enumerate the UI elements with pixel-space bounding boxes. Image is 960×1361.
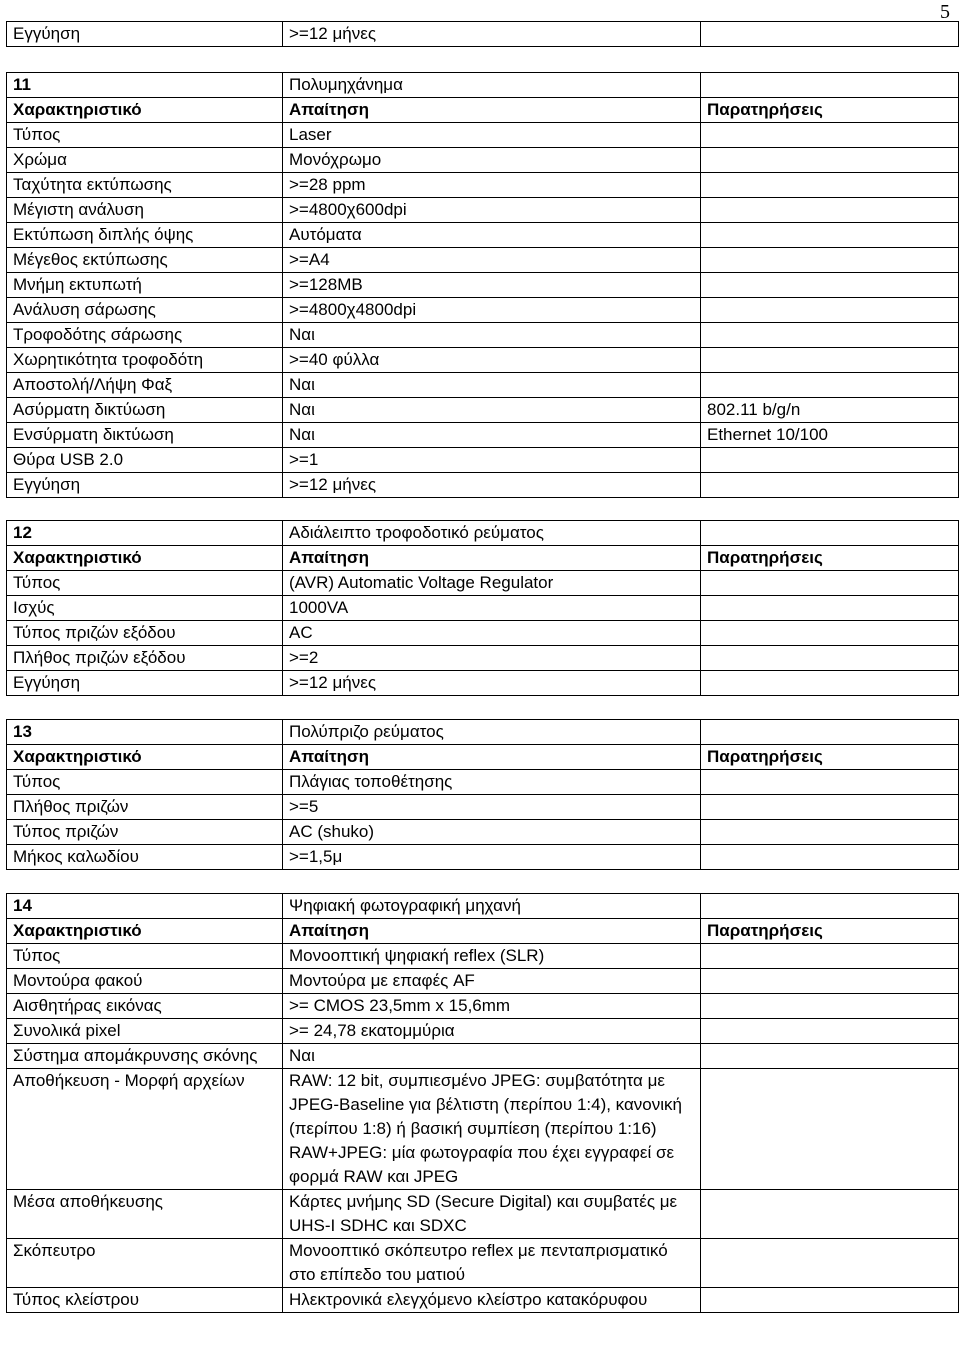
remarks-cell: [701, 448, 959, 473]
table-row: [7, 1288, 959, 1313]
requirement-cell: Ηλεκτρονικά ελεγχόμενο κλείστρο κατακόρυφου: [283, 1288, 701, 1313]
table-title-empty: [701, 894, 959, 919]
remarks-cell: [701, 148, 959, 173]
table-row: [7, 770, 959, 795]
remarks-cell: [701, 795, 959, 820]
remarks-cell: [701, 969, 959, 994]
table-title-empty: [701, 73, 959, 98]
feature-cell: Εγγύηση: [7, 22, 283, 47]
header-feature: Χαρακτηριστικό: [7, 919, 283, 944]
spec-table-13: [6, 719, 959, 870]
feature-cell: Μοντούρα φακού: [7, 969, 283, 994]
feature-cell: Εκτύπωση διπλής όψης: [7, 223, 283, 248]
feature-cell: Μνήμη εκτυπωτή: [7, 273, 283, 298]
feature-cell: Χωρητικότητα τροφοδότη: [7, 348, 283, 373]
requirement-cell: >=A4: [283, 248, 701, 273]
requirement-cell: >=1,5μ: [283, 845, 701, 870]
remarks-cell: [701, 323, 959, 348]
header-requirement: Απαίτηση: [283, 745, 701, 770]
feature-cell: Εγγύηση: [7, 473, 283, 498]
remarks-cell: [701, 198, 959, 223]
requirement-cell: >=128MB: [283, 273, 701, 298]
remarks-cell: [701, 348, 959, 373]
spec-table-continued: [6, 21, 959, 47]
table-row: [7, 173, 959, 198]
feature-cell: Μέγεθος εκτύπωσης: [7, 248, 283, 273]
requirement-cell: >=12 μήνες: [283, 671, 701, 696]
table-row: [7, 845, 959, 870]
remarks-cell: [701, 646, 959, 671]
feature-cell: Τύπος πριζών: [7, 820, 283, 845]
feature-cell: Τροφοδότης σάρωσης: [7, 323, 283, 348]
table-number-row: [7, 73, 959, 98]
requirement-cell: >=5: [283, 795, 701, 820]
table-row: [7, 198, 959, 223]
requirement-cell: >=1: [283, 448, 701, 473]
remarks-cell: [701, 22, 959, 47]
table-row: [7, 646, 959, 671]
table-row: [7, 148, 959, 173]
table-title-empty: [701, 521, 959, 546]
spec-table-12: [6, 520, 959, 696]
requirement-cell: >=4800χ600dpi: [283, 198, 701, 223]
feature-cell: Τύπος: [7, 123, 283, 148]
spec-table-14: [6, 893, 959, 1313]
feature-cell: Χρώμα: [7, 148, 283, 173]
header-feature: Χαρακτηριστικό: [7, 745, 283, 770]
feature-cell: Ασύρματη δικτύωση: [7, 398, 283, 423]
requirement-cell: >= CMOS 23,5mm x 15,6mm: [283, 994, 701, 1019]
table-number: 13: [7, 720, 283, 745]
remarks-cell: [701, 298, 959, 323]
table-title: Πολυμηχάνημα: [283, 73, 701, 98]
feature-cell: Σύστημα απομάκρυνσης σκόνης: [7, 1044, 283, 1069]
feature-cell: Μήκος καλωδίου: [7, 845, 283, 870]
feature-cell: Τύπος πριζών εξόδου: [7, 621, 283, 646]
table-title: Πολύπριζο ρεύματος: [283, 720, 701, 745]
table-row: [7, 994, 959, 1019]
remarks-cell: [701, 1288, 959, 1313]
table-title: Ψηφιακή φωτογραφική μηχανή: [283, 894, 701, 919]
table-row: [7, 596, 959, 621]
feature-cell: Αποστολή/Λήψη Φαξ: [7, 373, 283, 398]
remarks-cell: [701, 845, 959, 870]
header-remarks: Παρατηρήσεις: [701, 745, 959, 770]
feature-cell: Τύπος: [7, 944, 283, 969]
table-title-empty: [701, 720, 959, 745]
table-number-row: [7, 720, 959, 745]
requirement-cell: >= 24,78 εκατομμύρια: [283, 1019, 701, 1044]
remarks-cell: [701, 671, 959, 696]
feature-cell: Σκόπευτρο: [7, 1239, 283, 1288]
table-row: [7, 571, 959, 596]
table-row: [7, 944, 959, 969]
table-row: [7, 248, 959, 273]
remarks-cell: [701, 571, 959, 596]
remarks-cell: [701, 1044, 959, 1069]
table-number: 12: [7, 521, 283, 546]
feature-cell: Μέγιστη ανάλυση: [7, 198, 283, 223]
remarks-cell: [701, 273, 959, 298]
remarks-cell: [701, 373, 959, 398]
requirement-cell: >=40 φύλλα: [283, 348, 701, 373]
table-row: [7, 1069, 959, 1190]
requirement-cell: >=12 μήνες: [283, 22, 701, 47]
feature-cell: Τύπος: [7, 571, 283, 596]
feature-cell: Αισθητήρας εικόνας: [7, 994, 283, 1019]
table-row: [7, 22, 959, 47]
remarks-cell: [701, 223, 959, 248]
requirement-cell: Αυτόματα: [283, 223, 701, 248]
remarks-cell: Ethernet 10/100: [701, 423, 959, 448]
table-row: [7, 820, 959, 845]
requirement-cell: Ναι: [283, 423, 701, 448]
table-row: [7, 298, 959, 323]
remarks-cell: [701, 621, 959, 646]
remarks-cell: [701, 944, 959, 969]
requirement-cell: Μονοοπτική ψηφιακή reflex (SLR): [283, 944, 701, 969]
remarks-cell: [701, 473, 959, 498]
table-title: Αδιάλειπτο τροφοδοτικό ρεύματος: [283, 521, 701, 546]
requirement-cell: Ναι: [283, 398, 701, 423]
feature-cell: Αποθήκευση - Μορφή αρχείων: [7, 1069, 283, 1190]
table-row: [7, 969, 959, 994]
remarks-cell: [701, 1239, 959, 1288]
table-row: [7, 795, 959, 820]
table-row: [7, 398, 959, 423]
feature-cell: Ταχύτητα εκτύπωσης: [7, 173, 283, 198]
requirement-cell: Laser: [283, 123, 701, 148]
table-row: [7, 1044, 959, 1069]
table-row: [7, 348, 959, 373]
remarks-cell: [701, 1019, 959, 1044]
requirement-cell: >=28 ppm: [283, 173, 701, 198]
requirement-cell: Ναι: [283, 373, 701, 398]
requirement-cell: Μονοοπτικό σκόπευτρο reflex με πενταπρισματικό στο επίπεδο του ματιού: [283, 1239, 701, 1288]
header-requirement: Απαίτηση: [283, 546, 701, 571]
requirement-cell: 1000VA: [283, 596, 701, 621]
table-row: [7, 423, 959, 448]
remarks-cell: [701, 1190, 959, 1239]
header-remarks: Παρατηρήσεις: [701, 546, 959, 571]
table-row: [7, 373, 959, 398]
table-row: [7, 448, 959, 473]
requirement-cell: RAW: 12 bit, συμπιεσμένο JPEG: συμβατότητα με JPEG-Baseline για βέλτιστη (περίπου 1:4), κανονική (περίπου 1:8) ή βασική συμπίεση (περίπου 1:16) RAW+JPEG: μία φωτογραφία που έχει εγγραφεί σε φορμά RAW και JPEG: [283, 1069, 701, 1190]
table-row: [7, 123, 959, 148]
table-number: 11: [7, 73, 283, 98]
table-row: [7, 1019, 959, 1044]
requirement-cell: (AVR) Automatic Voltage Regulator: [283, 571, 701, 596]
header-feature: Χαρακτηριστικό: [7, 98, 283, 123]
requirement-cell: >=4800χ4800dpi: [283, 298, 701, 323]
remarks-cell: [701, 1069, 959, 1190]
table-row: [7, 323, 959, 348]
remarks-cell: 802.11 b/g/n: [701, 398, 959, 423]
feature-cell: Τύπος: [7, 770, 283, 795]
feature-cell: Τύπος κλείστρου: [7, 1288, 283, 1313]
table-header-row: [7, 745, 959, 770]
feature-cell: Συνολικά pixel: [7, 1019, 283, 1044]
requirement-cell: Μοντούρα με επαφές AF: [283, 969, 701, 994]
remarks-cell: [701, 770, 959, 795]
table-header-row: [7, 98, 959, 123]
feature-cell: Εγγύηση: [7, 671, 283, 696]
header-feature: Χαρακτηριστικό: [7, 546, 283, 571]
requirement-cell: Πλάγιας τοποθέτησης: [283, 770, 701, 795]
table-row: [7, 1239, 959, 1288]
feature-cell: Πλήθος πριζών: [7, 795, 283, 820]
table-row: [7, 473, 959, 498]
table-row: [7, 273, 959, 298]
feature-cell: Μέσα αποθήκευσης: [7, 1190, 283, 1239]
remarks-cell: [701, 123, 959, 148]
spec-table-11: [6, 72, 959, 498]
table-header-row: [7, 919, 959, 944]
header-requirement: Απαίτηση: [283, 98, 701, 123]
feature-cell: Ανάλυση σάρωσης: [7, 298, 283, 323]
table-number-row: [7, 894, 959, 919]
header-requirement: Απαίτηση: [283, 919, 701, 944]
remarks-cell: [701, 248, 959, 273]
table-header-row: [7, 546, 959, 571]
requirement-cell: Ναι: [283, 1044, 701, 1069]
remarks-cell: [701, 173, 959, 198]
table-row: [7, 1190, 959, 1239]
requirement-cell: Ναι: [283, 323, 701, 348]
feature-cell: Ισχύς: [7, 596, 283, 621]
header-remarks: Παρατηρήσεις: [701, 919, 959, 944]
remarks-cell: [701, 994, 959, 1019]
remarks-cell: [701, 820, 959, 845]
table-number: 14: [7, 894, 283, 919]
header-remarks: Παρατηρήσεις: [701, 98, 959, 123]
table-row: [7, 671, 959, 696]
feature-cell: Ενσύρματη δικτύωση: [7, 423, 283, 448]
page-number: 5: [940, 1, 950, 23]
feature-cell: Θύρα USB 2.0: [7, 448, 283, 473]
requirement-cell: >=2: [283, 646, 701, 671]
requirement-cell: AC: [283, 621, 701, 646]
table-row: [7, 621, 959, 646]
table-row: [7, 223, 959, 248]
table-number-row: [7, 521, 959, 546]
remarks-cell: [701, 596, 959, 621]
requirement-cell: >=12 μήνες: [283, 473, 701, 498]
requirement-cell: Μονόχρωμο: [283, 148, 701, 173]
requirement-cell: Κάρτες μνήμης SD (Secure Digital) και συμβατές με UHS-I SDHC και SDXC: [283, 1190, 701, 1239]
feature-cell: Πλήθος πριζών εξόδου: [7, 646, 283, 671]
requirement-cell: AC (shuko): [283, 820, 701, 845]
